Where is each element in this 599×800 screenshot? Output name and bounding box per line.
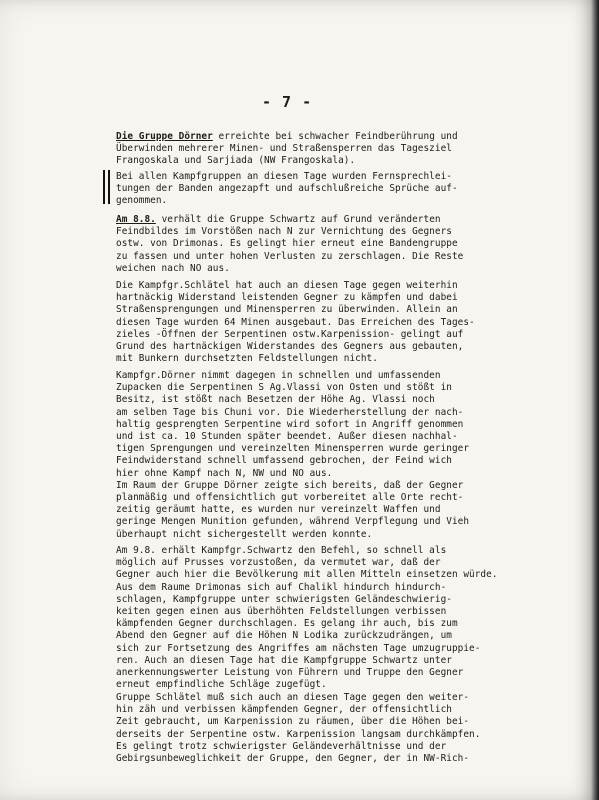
paragraph-4 — [116, 280, 560, 365]
paragraph-text: Die Kampfgr.Schlätel hat auch an diesen Tage gegen weiterhin hartnäckig Widerstand leistenden Gegner zu kämpfen und dabei Straßensprengungen und Minensperren zu überwinden. Allein an diesen Tage wurden 64 Minen ausgebaut. Das Erreichen des Tages- zieles -Öffnen der Serpentinen ostw.Karpenission- gelingt auf Grund des hartnäckigen Widerstandes des Gegners aus gebauten, mit Bunkern durchsetzten Feldstellungen nicht. — [116, 280, 475, 365]
page-number: - 7 - — [262, 93, 313, 111]
paragraph-lead: Am 8.8. — [116, 214, 156, 225]
paragraph-text: Gruppe Schlätel muß sich auch an diesen Tage gegen den weiter- hin zäh und verbissen kämpfenden Gegner, der offensichtlich Zeit gebraucht, um Karpenission zu räumen, über die Höhen bei- derseits der Serpentine ostw. Karpenission langsam durchkämpfen. Es gelingt trotz schwierigster Geländeverhältnisse und der Gebirgsunbeweglichkeit der Gruppe, den Gegner, der in NW-Rich- — [116, 692, 481, 765]
paragraph-7 — [116, 692, 560, 765]
paragraph-text: Am 9.8. erhält Kampfgr.Schwartz den Befehl, so schnell als möglich auf Prusses vorzustoßen, da vermutet war, daß der Gegner auch hier die Bevölkerung mit allen Mitteln einsetzen würde. Aus dem Raume Drimonas sich auf Chalikl hindurch hindurch- schlagen, Kampfgruppe unter schwierigsten Geländeschwierig- keiten gegen einen aus überhöhten Feldstellungen verbissen kämpfenden Gegner durchschlagen. Es gelang ihr auch, bis zum Abend den Gegner auf die Höhen N Lodika zurückzudrängen, um sich zur Fortsetzung des Angriffes am nächsten Tage umzugruppie- ren. Auch an diesen Tage hat die Kampfgruppe Schwartz unter anerkennungswerter Leistung von Führern und Truppe den Gegner erneut empfindliche Schläge zugefügt. — [116, 545, 498, 691]
paragraph-6 — [116, 545, 560, 691]
paragraph-2 — [116, 171, 560, 208]
paragraph-text: erreichte bei schwacher Feindberührung und Überwinden mehrerer Minen- und Straßensperren das Tagesziel Frangoskala und Sarjiada (NW Frangoskala). — [116, 131, 458, 167]
paragraph-text: Kampfgr.Dörner nimmt dagegen in schnellen und umfassenden Zupacken die Serpentinen S Ag.Vlassi von Osten und stößt in Besitz, ist stößt nach Besetzen der Höhe Ag. Vlassi noch am selben Tage bis Chuni vor. Die Wiederherstellung der nach- haltig gesprengten Serpentine wird sofort in Angriff genommen und ist ca. 10 Stunden später beendet. Außer diesen nachhal- tigen Sprengungen und vereinzelten Minensperren wurde geringer Feindwiderstand schnell umfassend gebrochen, der Feind wich hier ohne Kampf nach N, NW und NO aus. Im Raum der Gruppe Dörner zeigte sich bereits, daß der Gegner planmäßig und offensichtlich gut vorbereitet alle Orte recht- zeitig geräumt hatte, es wurden nur vereinzelt Waffen und geringe Mengen Munition gefunden, während Verpflegung und Vieh überhaupt nicht sichergestellt werden konnte. — [116, 370, 470, 540]
margin-mark — [102, 170, 113, 204]
scan-edge-shadow — [591, 0, 599, 800]
paragraph-lead: Die Gruppe Dörner — [116, 131, 213, 142]
paragraph-3 — [116, 214, 560, 275]
paragraph-text: verhält die Gruppe Schwartz auf Grund veränderten Feindbildes im Vorstößen nach N zur Vernichtung des Gegners ostw. von Drimonas. Es gelingt hier erneut eine Bandengruppe zu fassen und unter hohen Verlusten zu zerschlagen. Die Reste weichen nach NO aus. — [116, 214, 464, 274]
paragraph-text: Bei allen Kampfgruppen an diesen Tage wurden Fernsprechlei- tungen der Banden angezapft und aufschlußreiche Sprüche auf- genommen. — [116, 171, 458, 207]
paragraph-5 — [116, 370, 560, 541]
paragraph-1 — [116, 131, 560, 168]
